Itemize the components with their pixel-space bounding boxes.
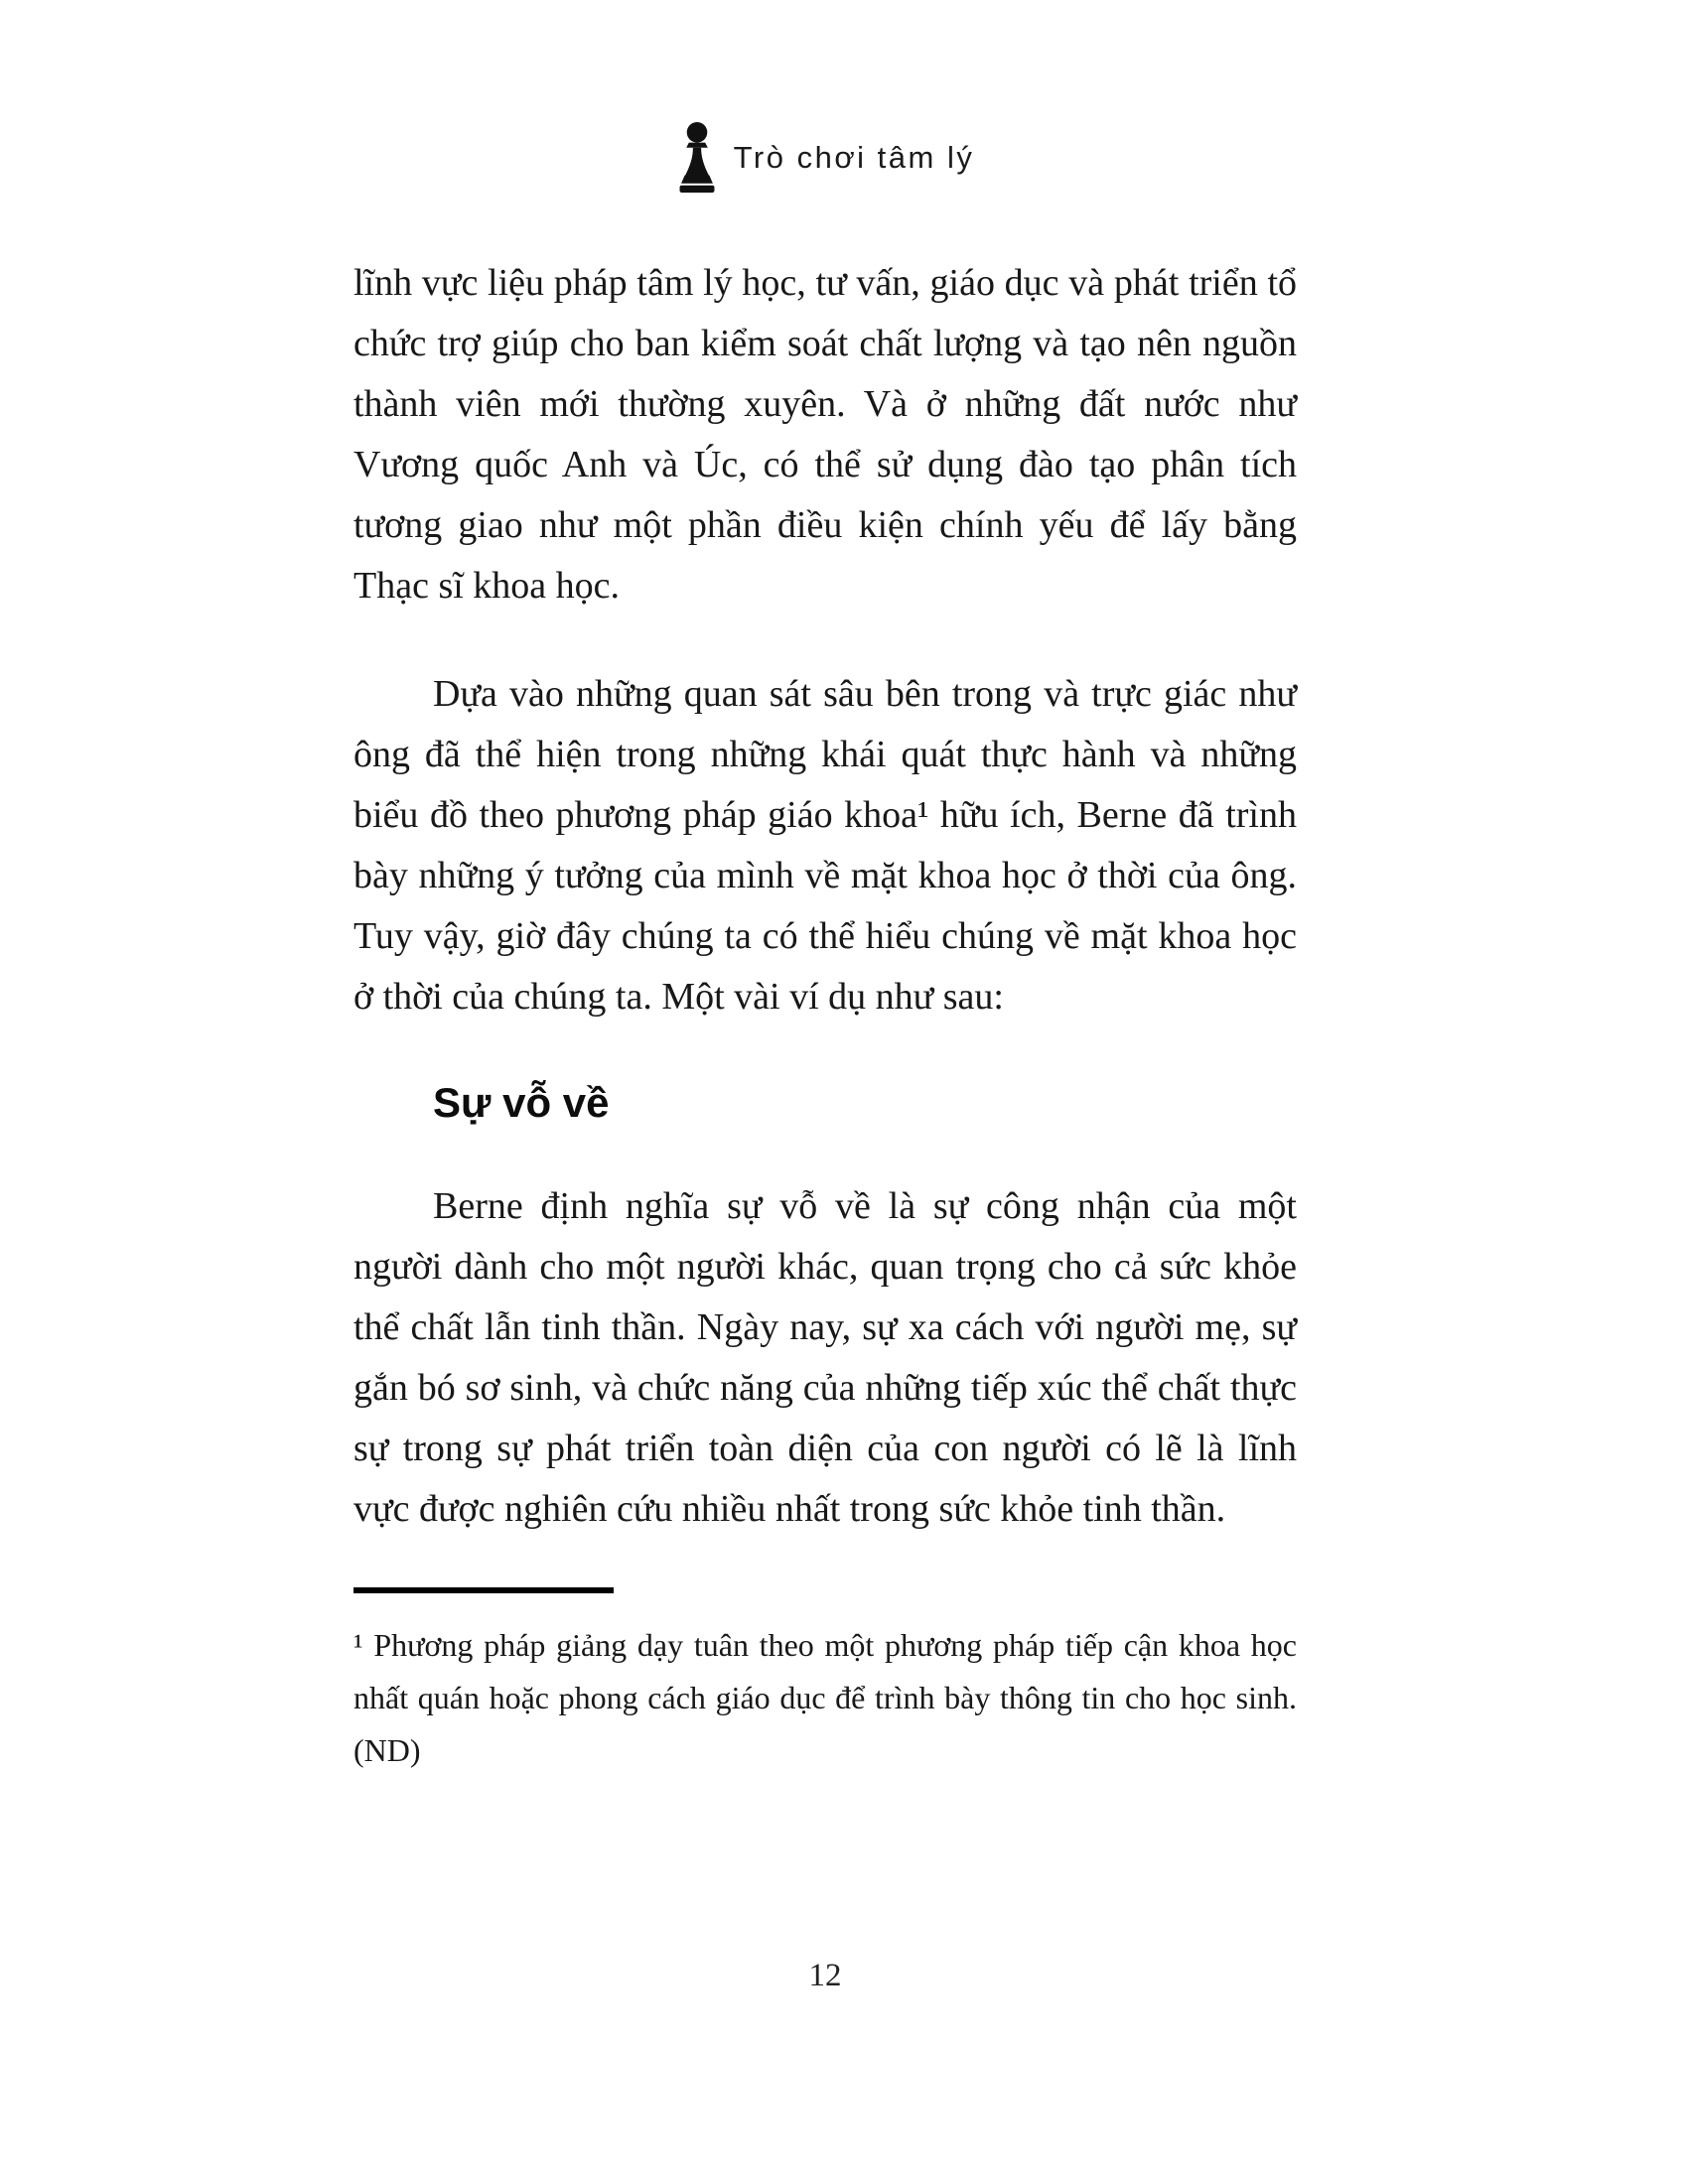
chess-pawn-icon [676,121,718,195]
paragraph-continuation: lĩnh vực liệu pháp tâm lý học, tư vấn, giáo dục và phát triển tổ chức trợ giúp cho ban kiểm soát chất lượng và tạo nên nguồn thành viên mới thường xuyên. Và ở những đất nước như Vương quốc Anh và Úc, có thể sử dụng đào tạo phân tích tương giao như một phần điều kiện chính yếu để lấy bằng Thạc sĩ khoa học. [353,262,1297,607]
paragraph: Dựa vào những quan sát sâu bên trong và trực giác như ông đã thể hiện trong những khái quát thực hành và những biểu đồ theo phương pháp giáo khoa¹ hữu ích, Berne đã trình bày những ý tưởng của mình về mặt khoa học ở thời của ông. Tuy vậy, giờ đây chúng ta có thể hiểu chúng về mặt khoa học ở thời của chúng ta. Một vài ví dụ như sau: [353,673,1297,1018]
paragraph: Berne định nghĩa sự vỗ về là sự công nhận của một người dành cho một người khác, quan trọng cho cả sức khỏe thể chất lẫn tinh thần. Ngày nay, sự xa cách với người mẹ, sự gắn bó sơ sinh, và chức năng của những tiếp xúc thể chất thực sự trong sự phát triển toàn diện của con người có lẽ là lĩnh vực được nghiên cứu nhiều nhất trong sức khỏe tinh thần. [353,1185,1297,1530]
footnote-text: ¹ Phương pháp giảng dạy tuân theo một phương pháp tiếp cận khoa học nhất quán hoặc phong cách giáo dục để trình bày thông tin cho học sinh. (ND) [353,1627,1297,1768]
section-heading: Sự vỗ về [433,1079,610,1126]
page-number: 12 [808,1958,842,1993]
page-header [353,121,1297,195]
page-content [353,253,1297,1777]
book-title: Trò chơi tâm lý [733,140,975,175]
footnote-divider [353,1587,614,1593]
